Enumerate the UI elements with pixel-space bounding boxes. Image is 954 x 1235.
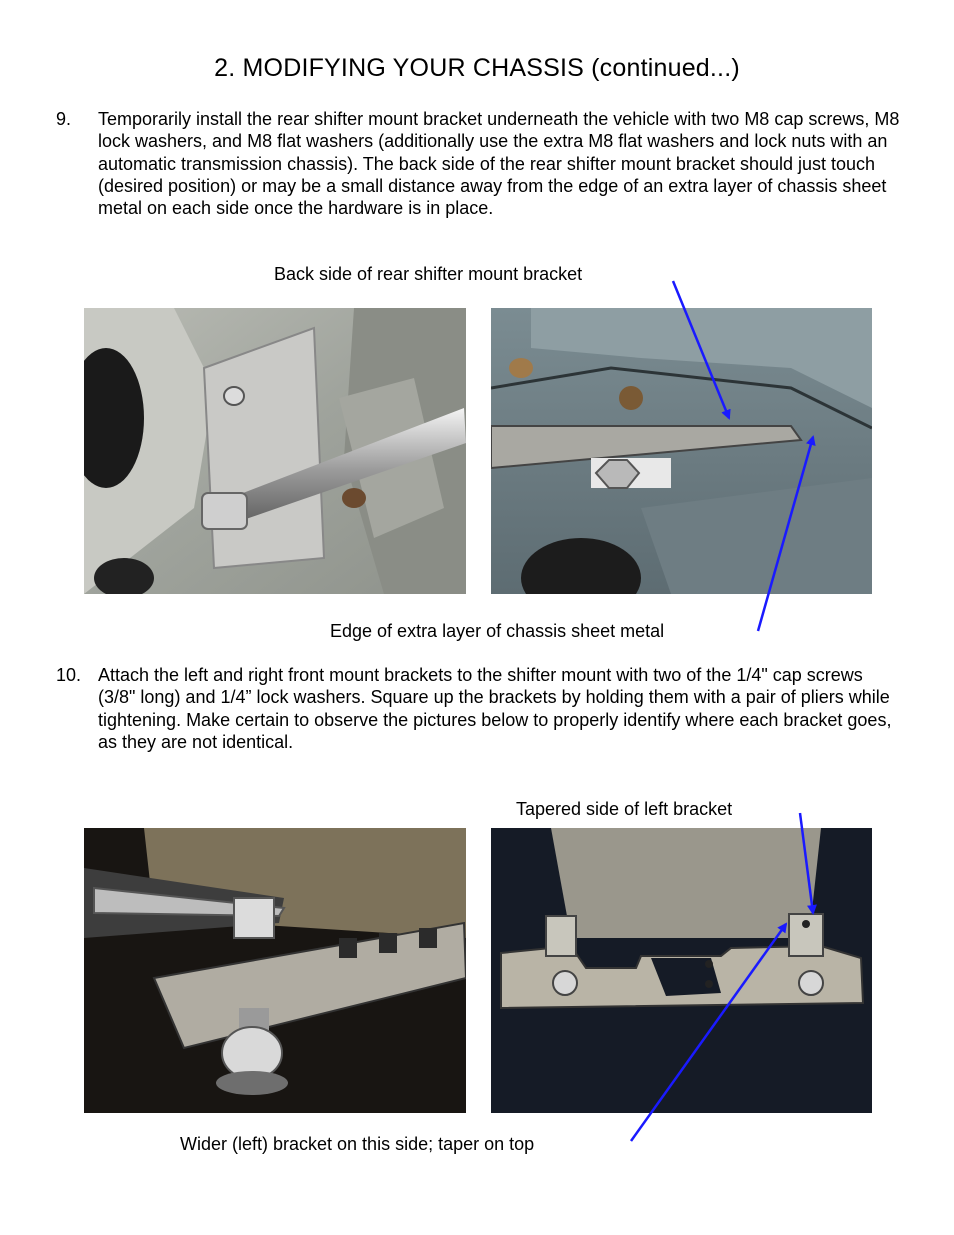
step-10-text: Attach the left and right front mount brackets to the shifter mount with two of the 1/4" cap screws (3/8" long) and 1/4” lock washers. Square up the brackets by holding them with a pair of pliers while tightening. Make certain to observe the pictures below to properly identify where each bracket goes, as they are not identical. [98,665,892,752]
photo-bracket-pair [491,828,872,1113]
step-9-number: 9. [56,109,72,129]
caption-edge-layer: Edge of extra layer of chassis sheet metal [330,621,665,641]
photo-bracket-edge [491,308,872,594]
page-title: 2. MODIFYING YOUR CHASSIS (continued...) [214,54,740,82]
photo-pliers-bracket [84,828,466,1113]
photo-screwdriver-bracket [84,308,466,594]
step-9-text: Temporarily install the rear shifter mount bracket underneath the vehicle with two M8 cap screws, M8 lock washers, and M8 flat washers (additionally use the extra M8 flat washers and lock nuts with an automatic transmission chassis). The back side of the rear shifter mount bracket should just touch (desired position) or may be a small distance away from the edge of an extra layer of chassis sheet metal on each side once the hardware is in place. [98,109,900,219]
caption-wider-bracket: Wider (left) bracket on this side; taper on top [180,1134,535,1154]
caption-tapered-side: Tapered side of left bracket [516,799,733,819]
step-10-number: 10. [56,665,82,685]
caption-back-side: Back side of rear shifter mount bracket [274,264,583,284]
